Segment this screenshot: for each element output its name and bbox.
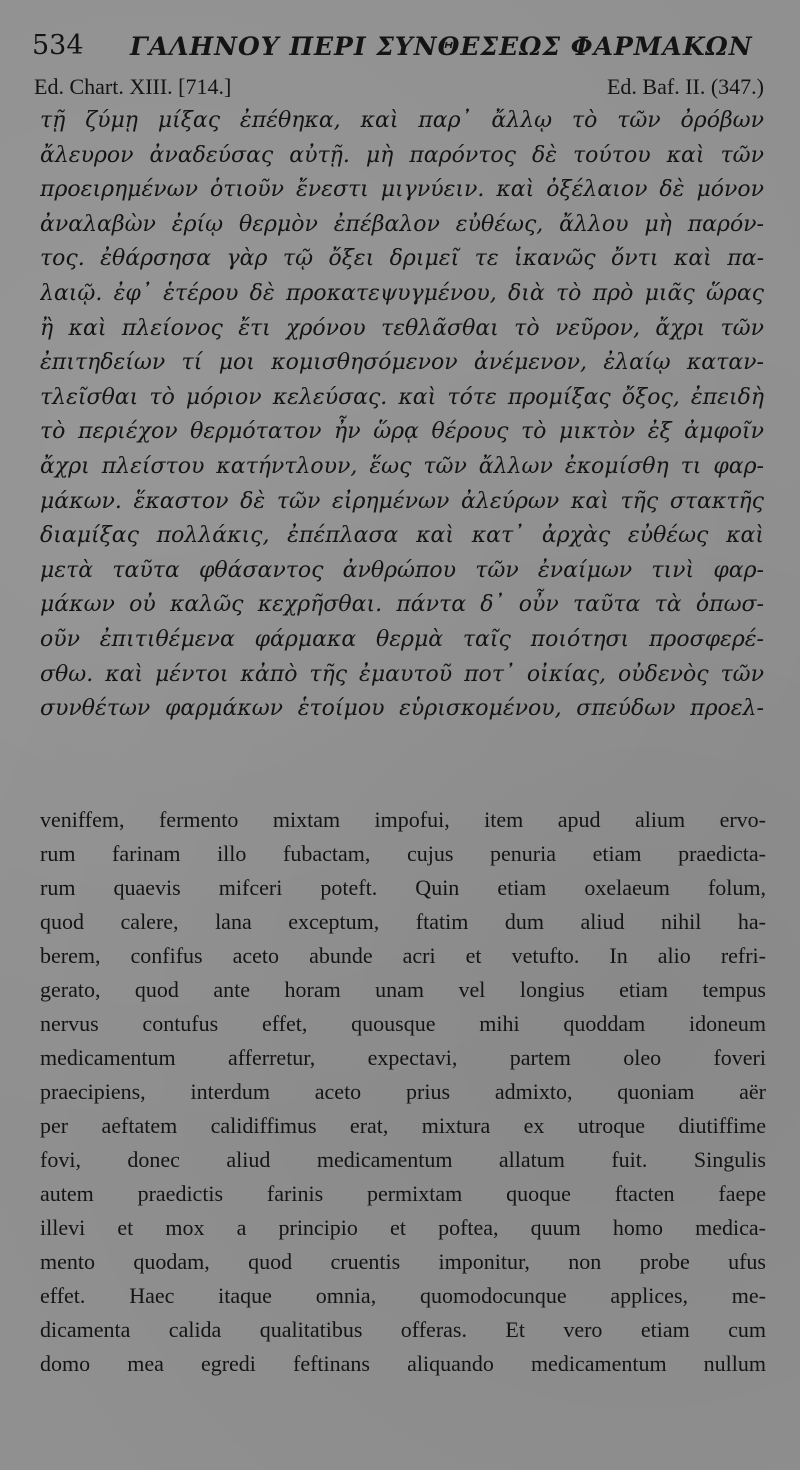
latin-line: gerato, quod ante horam unam vel longius etiam tempus xyxy=(40,977,766,1002)
greek-line: ἄχρι πλείστου κατήντλουν, ἕως τῶν ἄλλων ἐκομίσθη τι φαρ- xyxy=(40,453,764,479)
running-title: ΓΑΛΗΝΟΥ ΠΕΡΙ ΣΥΝΘΕΣΕΩΣ ΦΑΡΜΑΚΩΝ xyxy=(130,32,753,61)
greek-line: μάκων. ἕκαστον δὲ τῶν εἰρημένων ἀλεύρων καὶ τῆς στακτῆς xyxy=(40,488,764,514)
greek-line: μάκων οὐ καλῶς κεχρῆσθαι. πάντα δ᾽ οὖν ταῦτα τὰ ὁπωσ- xyxy=(40,592,764,618)
greek-line: μετὰ ταῦτα φθάσαντος ἀνθρώπου τῶν ἐναίμων τινὶ φαρ- xyxy=(40,557,764,583)
latin-text-block xyxy=(40,803,766,1381)
latin-line: rum farinam illo fubactam, cujus penuria etiam praedicta- xyxy=(40,841,766,866)
greek-line: τῇ ζύμῃ μίξας ἐπέθηκα, καὶ παρ᾽ ἄλλῳ τὸ τῶν ὀρόβων xyxy=(40,108,764,133)
latin-line: nervus contufus effet, quousque mihi quoddam idoneum xyxy=(40,1011,766,1036)
greek-line: διαμίξας πολλάκις, ἐπέπλασα καὶ κατ᾽ ἀρχὰς εὐθέως καὶ xyxy=(40,523,764,549)
greek-line: ἄλευρον ἀναδεύσας αὐτῇ. μὴ παρόντος δὲ τούτου καὶ τῶν xyxy=(40,142,764,168)
latin-line: effet. Haec itaque omnia, quomodocunque applices, me- xyxy=(40,1283,766,1308)
greek-line: λαιῷ. ἐφ᾽ ἑτέρου δὲ προκατεψυγμένου, διὰ τὸ πρὸ μιᾶς ὥρας xyxy=(40,280,764,306)
greek-line: ἐπιτηδείων τί μοι κομισθησόμενον ἀνέμενον, ἐλαίῳ καταν- xyxy=(40,350,764,376)
latin-line: domo mea egredi feftinans aliquando medicamentum nullum xyxy=(40,1351,766,1376)
latin-line: praecipiens, interdum aceto prius admixto, quoniam aër xyxy=(40,1079,766,1104)
latin-line: mento quodam, quod cruentis imponitur, non probe ufus xyxy=(40,1249,766,1274)
latin-line: per aeftatem calidiffimus erat, mixtura ex utroque diutiffime xyxy=(40,1113,766,1138)
latin-line: medicamentum afferretur, expectavi, partem oleo foveri xyxy=(40,1045,766,1070)
greek-line: τὸ περιέχον θερμότατον ἦν ὥρᾳ θέρους τὸ μικτὸν ἐξ ἀμφοῖν xyxy=(40,419,764,445)
greek-text-block xyxy=(40,104,764,727)
greek-line: οῦν ἐπιτιθέμενα φάρμακα θερμὰ ταῖς ποιότησι προσφερέ- xyxy=(40,626,764,652)
greek-line: τλεῖσθαι τὸ μόριον κελεύσας. καὶ τότε προμίξας ὄξος, ἐπειδὴ xyxy=(40,384,764,410)
latin-line: rum quaevis mifceri poteft. Quin etiam oxelaeum folum, xyxy=(40,875,766,900)
edition-reference-line xyxy=(32,74,770,104)
latin-line: veniffem, fermento mixtam impofui, item apud alium ervo- xyxy=(40,807,766,832)
page-number: 534 xyxy=(32,30,84,61)
latin-line: quod calere, lana exceptum, ftatim dum aliud nihil ha- xyxy=(40,909,766,934)
greek-line: ἢ καὶ πλείονος ἔτι χρόνου τεθλᾶσθαι τὸ νεῦρον, ἄχρι τῶν xyxy=(40,315,764,341)
latin-line: berem, confifus aceto abunde acri et vetufto. In alio refri- xyxy=(40,943,766,968)
greek-line: ἀναλαβὼν ἐρίῳ θερμὸν ἐπέβαλον εὐθέως, ἄλλου μὴ παρόν- xyxy=(40,211,764,237)
greek-line: προειρημένων ὁτιοῦν ἔνεστι μιγνύειν. καὶ ὀξέλαιον δὲ μόνον xyxy=(40,177,764,203)
latin-line: autem praedictis farinis permixtam quoque ftacten faepe xyxy=(40,1181,766,1206)
latin-line: fovi, donec aliud medicamentum allatum fuit. Singulis xyxy=(40,1147,766,1172)
edition-reference-right: Ed. Baf. II. (347.) xyxy=(606,74,764,99)
edition-reference-left: Ed. Chart. XIII. [714.] xyxy=(34,74,232,99)
latin-line: dicamenta calida qualitatibus offeras. Et vero etiam cum xyxy=(40,1317,766,1342)
page-header xyxy=(30,28,770,68)
greek-line: συνθέτων φαρμάκων ἑτοίμου εὑρισκομένου, σπεύδων προελ- xyxy=(40,696,764,722)
greek-line: σθω. καὶ μέντοι κἀπὸ τῆς ἐμαυτοῦ ποτ᾽ οἰκίας, οὐδενὸς τῶν xyxy=(40,661,764,687)
latin-line: illevi et mox a principio et poftea, quum homo medica- xyxy=(40,1215,766,1240)
greek-line: τος. ἐθάρσησα γὰρ τῷ ὄξει δριμεῖ τε ἱκανῶς ὄντι καὶ πα- xyxy=(40,246,764,272)
